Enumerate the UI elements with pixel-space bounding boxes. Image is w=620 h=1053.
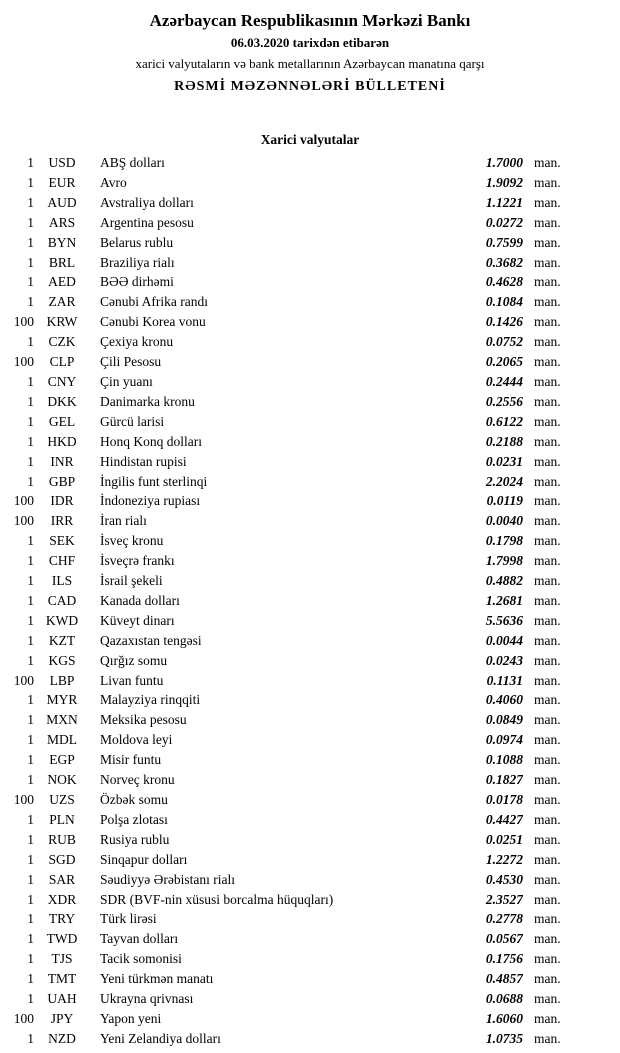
unit-cell: man. [534, 513, 561, 529]
table-row [0, 432, 620, 452]
quantity-cell: 1 [27, 871, 34, 887]
quantity-cell: 1 [27, 891, 34, 907]
quantity-cell: 1 [27, 1030, 34, 1046]
table-row [0, 332, 620, 352]
bulletin-title: RƏSMİ MƏZƏNNƏLƏRİ BÜLLETENİ [174, 79, 446, 94]
currency-name-cell: Misir funtu [100, 752, 162, 768]
currency-name-cell: Kanada dolları [100, 592, 180, 608]
rate-value-cell: 0.0243 [485, 652, 523, 668]
currency-name-cell: Meksika pesosu [100, 712, 187, 728]
quantity-cell: 1 [27, 433, 34, 449]
table-row [0, 233, 620, 253]
currency-code-cell: KGS [48, 652, 76, 668]
quantity-cell: 100 [13, 354, 34, 370]
rate-value-cell: 0.0567 [485, 931, 523, 947]
rate-value-cell: 0.0752 [485, 334, 523, 350]
table-row [0, 870, 620, 890]
currency-code-cell: NZD [48, 1030, 76, 1046]
currency-name-cell: Səudiyyə Ərəbistanı rialı [100, 871, 235, 887]
table-row [0, 730, 620, 750]
currency-name-cell: Çexiya kronu [100, 334, 174, 350]
quantity-cell: 100 [13, 513, 34, 529]
table-row [0, 850, 620, 870]
currency-code-cell: KWD [45, 612, 79, 628]
quantity-cell: 1 [27, 393, 34, 409]
table-row [0, 810, 620, 830]
rate-value-cell: 0.4857 [485, 971, 523, 987]
table-row [0, 989, 620, 1009]
currency-code-cell: USD [48, 155, 76, 170]
unit-cell: man. [534, 811, 561, 827]
rate-value-cell: 0.7599 [485, 234, 523, 250]
quantity-cell: 1 [27, 334, 34, 350]
currency-name-cell: Sinqapur dolları [100, 851, 188, 867]
rate-value-cell: 0.6122 [485, 413, 523, 429]
rate-value-cell: 0.0119 [486, 493, 523, 509]
quantity-cell: 1 [27, 453, 34, 469]
table-row [0, 830, 620, 850]
unit-cell: man. [534, 732, 561, 748]
currency-name-cell: İran rialı [100, 513, 147, 529]
currency-code-cell: CLP [49, 354, 75, 370]
rate-value-cell: 0.0974 [485, 732, 523, 748]
rate-value-cell: 0.0040 [485, 513, 523, 529]
quantity-cell: 1 [27, 294, 34, 310]
quantity-cell: 1 [27, 931, 34, 947]
currency-code-cell: CAD [47, 592, 77, 608]
quantity-cell: 1 [27, 692, 34, 708]
quantity-cell: 1 [27, 831, 34, 847]
currency-code-cell: UAH [47, 991, 77, 1007]
effective-date-line: 06.03.2020 tarixdən etibarən [230, 35, 390, 50]
table-row [0, 511, 620, 531]
rate-value-cell: 1.7998 [485, 553, 523, 569]
unit-cell: man. [534, 632, 561, 648]
rate-value-cell: 0.0272 [485, 214, 523, 230]
document-header [0, 10, 620, 97]
currency-name-cell: Hindistan rupisi [100, 453, 187, 469]
currency-code-cell: MYR [46, 692, 78, 708]
unit-cell: man. [534, 214, 561, 230]
currency-name-cell: Yapon yeni [100, 1010, 162, 1026]
currency-code-cell: SGD [48, 851, 76, 867]
table-row [0, 372, 620, 392]
table-row [0, 253, 620, 273]
rate-value-cell: 0.0231 [485, 453, 523, 469]
currency-name-cell: ABŞ dolları [100, 155, 165, 170]
quantity-cell: 100 [13, 314, 34, 330]
rate-value-cell: 0.0688 [485, 991, 523, 1007]
currency-code-cell: RUB [48, 831, 76, 847]
currency-name-cell: Çin yuanı [100, 373, 153, 389]
table-row [0, 571, 620, 591]
unit-cell: man. [534, 314, 561, 330]
quantity-cell: 100 [13, 493, 34, 509]
rate-value-cell: 1.0735 [485, 1030, 523, 1046]
rate-value-cell: 0.2444 [485, 373, 523, 389]
quantity-cell: 1 [27, 234, 34, 250]
quantity-cell: 100 [13, 1010, 34, 1026]
currency-code-cell: EUR [48, 174, 76, 190]
currency-code-cell: CZK [48, 334, 76, 350]
currency-name-cell: Avro [100, 174, 127, 190]
currency-name-cell: Qazaxıstan tengəsi [100, 632, 202, 648]
unit-cell: man. [534, 592, 561, 608]
unit-cell: man. [534, 692, 561, 708]
table-row [0, 551, 620, 571]
bank-name: Azərbaycan Respublikasının Mərkəzi Bankı [149, 11, 471, 30]
rate-value-cell: 0.1131 [486, 672, 523, 688]
currency-code-cell: BYN [47, 234, 77, 250]
quantity-cell: 1 [27, 732, 34, 748]
rate-value-cell: 0.4882 [485, 573, 523, 589]
currency-name-cell: Belarus rublu [100, 234, 174, 250]
currency-code-cell: MXN [46, 712, 78, 728]
currency-name-cell: Norveç kronu [100, 772, 175, 788]
quantity-cell: 1 [27, 632, 34, 648]
unit-cell: man. [534, 254, 561, 270]
quantity-cell: 1 [27, 612, 34, 628]
currency-name-cell: BƏƏ dirhəmi [100, 274, 174, 290]
unit-cell: man. [534, 274, 561, 290]
table-row [0, 890, 620, 910]
rate-value-cell: 0.4427 [485, 811, 523, 827]
currency-code-cell: NOK [47, 772, 77, 788]
rate-value-cell: 0.1827 [485, 772, 523, 788]
currency-name-cell: Küveyt dinarı [100, 612, 175, 628]
quantity-cell: 1 [27, 592, 34, 608]
currency-code-cell: DKK [47, 393, 77, 409]
currency-code-cell: SAR [48, 871, 76, 887]
quantity-cell: 1 [27, 752, 34, 768]
currency-code-cell: HKD [47, 433, 77, 449]
rate-value-cell: 0.1756 [485, 951, 523, 967]
currency-name-cell: İsveç kronu [100, 533, 164, 549]
currency-code-cell: ZAR [48, 294, 76, 310]
currency-code-cell: ARS [48, 214, 76, 230]
currency-name-cell: Çili Pesosu [100, 354, 162, 370]
rate-value-cell: 0.0044 [485, 632, 523, 648]
table-row [0, 969, 620, 989]
quantity-cell: 1 [27, 951, 34, 967]
unit-cell: man. [534, 393, 561, 409]
table-row [0, 790, 620, 810]
table-row [0, 173, 620, 193]
currency-name-cell: Livan funtu [100, 672, 164, 688]
unit-cell: man. [534, 772, 561, 788]
rate-value-cell: 0.4628 [485, 274, 523, 290]
quantity-cell: 100 [13, 672, 34, 688]
rate-value-cell: 0.3682 [485, 254, 523, 270]
unit-cell: man. [534, 871, 561, 887]
currency-name-cell: Braziliya rialı [100, 254, 175, 270]
quantity-cell: 1 [27, 214, 34, 230]
table-row [0, 690, 620, 710]
unit-cell: man. [534, 473, 561, 489]
table-row [0, 491, 620, 511]
rate-value-cell: 0.2188 [485, 433, 523, 449]
table-row [0, 531, 620, 551]
table-row [0, 213, 620, 233]
currency-code-cell: GBP [48, 473, 76, 489]
section-title: Xarici valyutalar [260, 132, 360, 147]
unit-cell: man. [534, 712, 561, 728]
quantity-cell: 1 [27, 533, 34, 549]
currency-code-cell: XDR [47, 891, 77, 907]
rate-value-cell: 0.2065 [485, 354, 523, 370]
unit-cell: man. [534, 194, 561, 210]
table-row [0, 710, 620, 730]
rate-value-cell: 0.0849 [485, 712, 523, 728]
currency-name-cell: SDR (BVF-nin xüsusi borcalma hüquqları) [100, 891, 334, 907]
unit-cell: man. [534, 951, 561, 967]
currency-name-cell: Rusiya rublu [100, 831, 170, 847]
rate-value-cell: 1.2681 [485, 592, 523, 608]
quantity-cell: 1 [27, 652, 34, 668]
unit-cell: man. [534, 334, 561, 350]
currency-code-cell: ILS [51, 573, 73, 589]
quantity-cell: 1 [27, 772, 34, 788]
unit-cell: man. [534, 1030, 561, 1046]
unit-cell: man. [534, 493, 561, 509]
currency-code-cell: MDL [47, 732, 77, 748]
currency-code-cell: IDR [50, 493, 74, 509]
rates-table-body [0, 153, 620, 1049]
table-row [0, 651, 620, 671]
unit-cell: man. [534, 533, 561, 549]
currency-code-cell: AED [48, 274, 76, 290]
currency-code-cell: IRR [50, 513, 74, 529]
quantity-cell: 1 [27, 573, 34, 589]
rate-value-cell: 0.4530 [485, 871, 523, 887]
unit-cell: man. [534, 433, 561, 449]
rate-value-cell: 0.0251 [485, 831, 523, 847]
table-row [0, 412, 620, 432]
table-row [0, 153, 620, 173]
table-row [0, 1029, 620, 1049]
rate-value-cell: 2.2024 [485, 473, 523, 489]
quantity-cell: 1 [27, 473, 34, 489]
currency-name-cell: İndoneziya rupiası [100, 493, 201, 509]
currency-code-cell: TRY [48, 911, 76, 927]
currency-code-cell: BRL [48, 254, 76, 270]
rate-value-cell: 0.0178 [485, 792, 523, 807]
currency-name-cell: Yeni türkmən manatı [100, 971, 214, 987]
table-row [0, 929, 620, 949]
unit-cell: man. [534, 851, 561, 867]
unit-cell: man. [534, 672, 561, 688]
unit-cell: man. [534, 155, 561, 170]
table-row [0, 909, 620, 929]
unit-cell: man. [534, 413, 561, 429]
unit-cell: man. [534, 652, 561, 668]
currency-code-cell: TWD [46, 931, 78, 947]
currency-name-cell: Moldova leyi [100, 732, 173, 748]
rate-value-cell: 0.1088 [485, 752, 523, 768]
table-row [0, 631, 620, 651]
table-row [0, 472, 620, 492]
quantity-cell: 1 [27, 194, 34, 210]
rate-value-cell: 1.9092 [485, 174, 523, 190]
unit-cell: man. [534, 991, 561, 1007]
unit-cell: man. [534, 612, 561, 628]
unit-cell: man. [534, 294, 561, 310]
currency-name-cell: Gürcü larisi [100, 413, 165, 429]
table-row [0, 452, 620, 472]
unit-cell: man. [534, 931, 561, 947]
currency-name-cell: Qırğız somu [100, 652, 168, 668]
rate-value-cell: 5.5636 [485, 612, 523, 628]
unit-cell: man. [534, 891, 561, 907]
unit-cell: man. [534, 911, 561, 927]
table-row [0, 312, 620, 332]
rate-value-cell: 0.1084 [485, 294, 523, 310]
currency-code-cell: UZS [49, 792, 75, 807]
rate-value-cell: 0.2778 [485, 911, 523, 927]
quantity-cell: 1 [27, 413, 34, 429]
table-row [0, 352, 620, 372]
currency-code-cell: GEL [48, 413, 76, 429]
quantity-cell: 1 [27, 274, 34, 290]
unit-cell: man. [534, 573, 561, 589]
currency-name-cell: Özbək somu [100, 792, 168, 807]
currency-code-cell: KRW [46, 314, 78, 330]
currency-code-cell: INR [50, 453, 74, 469]
quantity-cell: 1 [27, 174, 34, 190]
quantity-cell: 1 [27, 712, 34, 728]
currency-name-cell: Malayziya rinqqiti [100, 692, 201, 708]
currency-code-cell: CNY [47, 373, 77, 389]
quantity-cell: 1 [27, 373, 34, 389]
unit-cell: man. [534, 1010, 561, 1026]
currency-name-cell: Cənubi Afrika randı [100, 294, 208, 310]
currency-code-cell: TMT [47, 971, 77, 987]
quantity-cell: 1 [27, 155, 34, 170]
rate-value-cell: 1.2272 [485, 851, 523, 867]
currency-name-cell: Argentina pesosu [100, 214, 194, 230]
unit-cell: man. [534, 971, 561, 987]
table-row [0, 949, 620, 969]
currency-name-cell: Tayvan dolları [100, 931, 179, 947]
unit-cell: man. [534, 354, 561, 370]
currency-code-cell: TJS [51, 951, 73, 967]
rate-value-cell: 2.3527 [485, 891, 523, 907]
quantity-cell: 1 [27, 254, 34, 270]
currency-code-cell: SEK [49, 533, 75, 549]
rate-value-cell: 0.1426 [485, 314, 523, 330]
quantity-cell: 1 [27, 991, 34, 1007]
rate-value-cell: 1.1221 [485, 194, 523, 210]
currency-code-cell: EGP [49, 752, 75, 768]
unit-cell: man. [534, 792, 561, 807]
currency-name-cell: İsveçrə frankı [100, 553, 175, 569]
currency-name-cell: Cənubi Korea vonu [100, 314, 206, 330]
table-row [0, 193, 620, 213]
table-row [0, 611, 620, 631]
currency-name-cell: Türk lirəsi [100, 911, 157, 927]
currency-code-cell: AUD [47, 194, 77, 210]
table-row [0, 392, 620, 412]
table-row [0, 750, 620, 770]
quantity-cell: 1 [27, 971, 34, 987]
currency-code-cell: KZT [48, 632, 76, 648]
unit-cell: man. [534, 373, 561, 389]
rate-value-cell: 0.4060 [485, 692, 523, 708]
unit-cell: man. [534, 234, 561, 250]
currency-name-cell: Avstraliya dolları [100, 194, 194, 210]
quantity-cell: 1 [27, 851, 34, 867]
currency-code-cell: JPY [50, 1010, 74, 1026]
unit-cell: man. [534, 453, 561, 469]
rate-value-cell: 0.2556 [485, 393, 523, 409]
quantity-cell: 100 [13, 792, 34, 807]
rates-table [0, 153, 620, 1049]
table-row [0, 671, 620, 691]
unit-cell: man. [534, 831, 561, 847]
currency-name-cell: Tacik somonisi [100, 951, 182, 967]
rate-value-cell: 0.1798 [485, 533, 523, 549]
currency-name-cell: Yeni Zelandiya dolları [100, 1030, 221, 1046]
currency-name-cell: İngilis funt sterlinqi [100, 473, 208, 489]
table-row [0, 272, 620, 292]
currency-name-cell: Ukrayna qrivnası [100, 991, 194, 1007]
unit-cell: man. [534, 174, 561, 190]
unit-cell: man. [534, 553, 561, 569]
table-row [0, 292, 620, 312]
currency-name-cell: Polşa zlotası [100, 811, 168, 827]
quantity-cell: 1 [27, 811, 34, 827]
table-row [0, 591, 620, 611]
quantity-cell: 1 [27, 911, 34, 927]
currency-name-cell: İsrail şekeli [100, 573, 163, 589]
rate-value-cell: 1.6060 [485, 1010, 523, 1026]
document-subtitle: xarici valyutaların və bank metallarının Azərbaycan manatına qarşı [135, 56, 485, 71]
currency-code-cell: LBP [49, 672, 75, 688]
currency-code-cell: PLN [49, 811, 75, 827]
currency-name-cell: Danimarka kronu [100, 393, 195, 409]
table-row [0, 1009, 620, 1029]
quantity-cell: 1 [27, 553, 34, 569]
currency-code-cell: CHF [48, 553, 76, 569]
currency-name-cell: Honq Konq dolları [100, 433, 202, 449]
table-row [0, 770, 620, 790]
unit-cell: man. [534, 752, 561, 768]
rate-value-cell: 1.7000 [485, 155, 523, 170]
